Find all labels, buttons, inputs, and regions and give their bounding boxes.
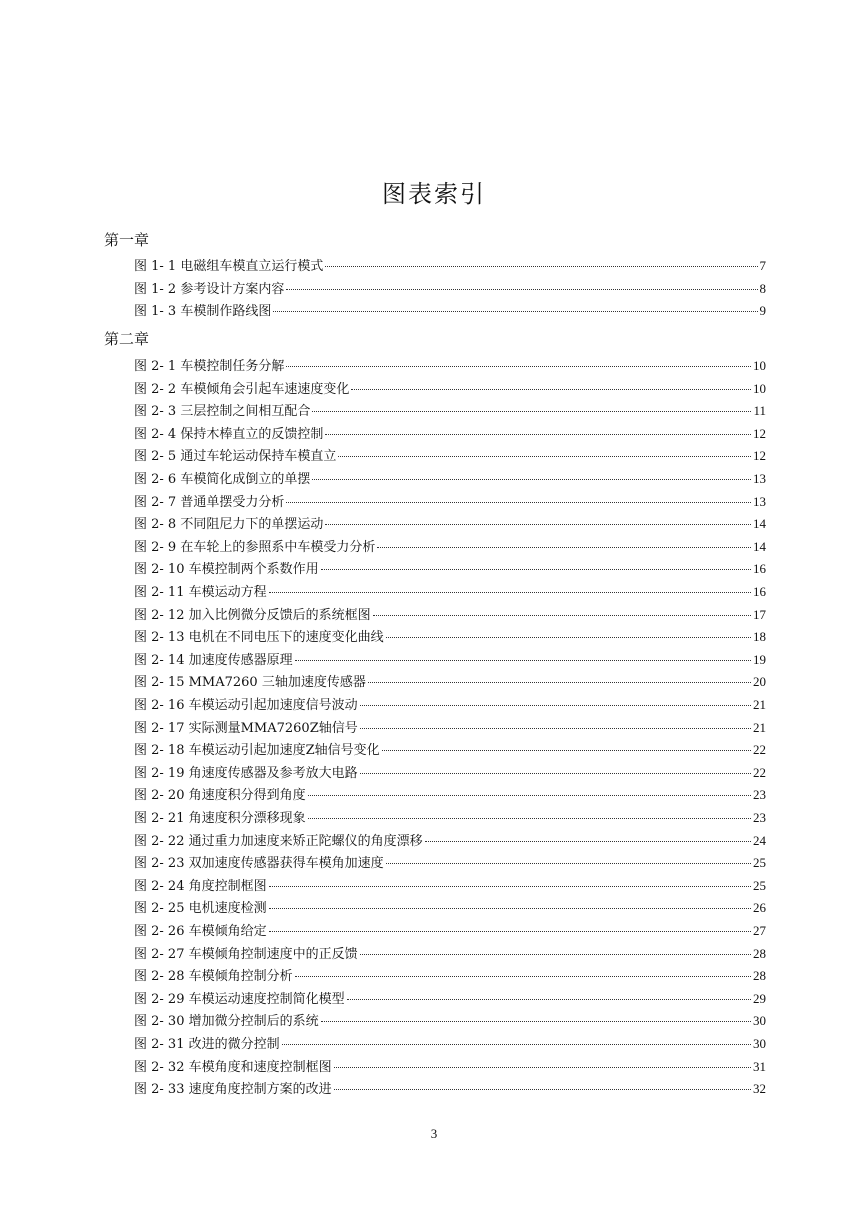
dot-leader xyxy=(308,794,751,796)
toc-entry-label: 图 2- 4 保持木棒直立的反馈控制 xyxy=(134,426,324,442)
toc-entry-label: 图 2- 12 加入比例微分反馈后的系统框图 xyxy=(134,607,371,623)
dot-leader xyxy=(386,862,751,864)
dot-leader xyxy=(321,1020,751,1022)
toc-entry-page: 21 xyxy=(753,719,766,735)
dot-leader xyxy=(338,455,751,457)
dot-leader xyxy=(308,817,751,819)
toc-entry[interactable] xyxy=(134,784,766,806)
dot-leader xyxy=(325,523,751,525)
toc-entry[interactable] xyxy=(134,943,766,965)
dot-leader xyxy=(334,1088,751,1090)
toc-entry-page: 16 xyxy=(753,561,766,577)
toc-entry-page: 17 xyxy=(753,606,766,622)
toc-entry-page: 22 xyxy=(753,764,766,780)
toc-entry-page: 24 xyxy=(753,832,766,848)
dot-leader xyxy=(334,1066,751,1068)
toc-entry[interactable] xyxy=(134,400,766,422)
dot-leader xyxy=(269,930,751,932)
toc-entry[interactable] xyxy=(134,897,766,919)
dot-leader xyxy=(286,288,757,290)
toc-entry-page: 13 xyxy=(753,493,766,509)
toc-entry-page: 16 xyxy=(753,584,766,599)
dot-leader xyxy=(425,840,751,842)
dot-leader xyxy=(273,310,757,312)
toc-entry-label: 图 2- 24 角度控制框图 xyxy=(134,878,267,894)
toc-entry[interactable] xyxy=(134,423,766,445)
dot-leader xyxy=(321,568,751,570)
toc-entry[interactable] xyxy=(134,491,766,513)
toc-entry-page: 30 xyxy=(753,1036,766,1051)
dot-leader xyxy=(269,885,751,887)
toc-entry[interactable] xyxy=(134,762,766,784)
toc-entry[interactable] xyxy=(134,671,766,693)
toc-entry-page: 29 xyxy=(753,990,766,1006)
toc-entry-page: 23 xyxy=(753,787,766,803)
toc-entry[interactable] xyxy=(134,694,766,716)
chapter-heading: 第二章 xyxy=(104,330,150,348)
toc-entry[interactable] xyxy=(134,739,766,761)
dot-leader xyxy=(282,1043,751,1045)
toc-entry[interactable] xyxy=(134,988,766,1010)
toc-entry-page: 14 xyxy=(753,516,766,532)
toc-entry[interactable] xyxy=(134,378,766,400)
toc-entry[interactable] xyxy=(134,468,766,490)
toc-entry[interactable] xyxy=(134,626,766,648)
toc-entry-label: 图 1- 2 参考设计方案内容 xyxy=(134,281,285,297)
toc-entry-label: 图 1- 3 车模制作路线图 xyxy=(134,304,272,320)
toc-entry-page: 12 xyxy=(753,425,766,441)
toc-entry-page: 10 xyxy=(753,358,766,373)
toc-entry[interactable] xyxy=(134,965,766,987)
dot-leader xyxy=(360,953,751,955)
toc-entry[interactable] xyxy=(134,875,766,897)
toc-entry[interactable] xyxy=(134,1056,766,1078)
chapter-heading: 第一章 xyxy=(104,231,150,249)
toc-entry-label: 图 2- 18 车模运动引起加速度Z轴信号变化 xyxy=(134,743,380,759)
toc-entry-page: 23 xyxy=(753,810,766,825)
toc-entry-label: 图 2- 29 车模运动速度控制简化模型 xyxy=(134,991,345,1007)
toc-entry-label: 图 2- 9 在车轮上的参照系中车模受力分析 xyxy=(134,539,376,555)
toc-entry-label: 图 2- 13 电机在不同电压下的速度变化曲线 xyxy=(134,630,384,646)
toc-entry[interactable] xyxy=(134,300,766,322)
toc-entry[interactable] xyxy=(134,1033,766,1055)
toc-entry-label: 图 2- 7 普通单摆受力分析 xyxy=(134,494,285,510)
dot-leader xyxy=(312,410,751,412)
toc-entry-label: 图 2- 11 车模运动方程 xyxy=(134,585,267,600)
toc-entry-label: 图 2- 10 车模控制两个系数作用 xyxy=(134,562,319,578)
toc-entry[interactable] xyxy=(134,536,766,558)
toc-entry[interactable] xyxy=(134,278,766,300)
toc-entry-label: 图 2- 2 车模倾角会引起车速速度变化 xyxy=(134,381,350,397)
toc-entry-label: 图 2- 21 角速度积分漂移现象 xyxy=(134,811,306,826)
toc-entry[interactable] xyxy=(134,581,766,603)
toc-entry-label: 图 2- 32 车模角度和速度控制框图 xyxy=(134,1059,332,1075)
toc-entry[interactable] xyxy=(134,558,766,580)
toc-entry-label: 图 2- 30 增加微分控制后的系统 xyxy=(134,1014,319,1030)
toc-entry-label: 图 2- 27 车模倾角控制速度中的正反馈 xyxy=(134,946,358,962)
toc-entry-page: 28 xyxy=(753,968,766,984)
toc-entry-page: 31 xyxy=(753,1058,766,1074)
toc-entry-page: 22 xyxy=(753,742,766,758)
toc-entry[interactable] xyxy=(134,1010,766,1032)
toc-entry-label: 图 2- 33 速度角度控制方案的改进 xyxy=(134,1082,332,1098)
toc-entry-page: 32 xyxy=(753,1081,766,1097)
toc-entry-label: 图 2- 23 双加速度传感器获得车模角加速度 xyxy=(134,856,384,872)
dot-leader xyxy=(325,265,757,267)
toc-entry-label: 图 2- 22 通过重力加速度来矫正陀螺仪的角度漂移 xyxy=(134,833,423,849)
page-number: 3 xyxy=(430,1126,438,1141)
toc-entry[interactable] xyxy=(134,255,766,277)
dot-leader xyxy=(360,727,751,729)
dot-leader xyxy=(295,659,751,661)
toc-entry-page: 10 xyxy=(753,380,766,396)
dot-leader xyxy=(386,636,751,638)
toc-entry-page: 14 xyxy=(753,538,766,554)
toc-entry-label: 图 2- 26 车模倾角给定 xyxy=(134,924,267,939)
toc-entry-label: 图 2- 1 车模控制任务分解 xyxy=(134,359,285,374)
toc-entry[interactable] xyxy=(134,852,766,874)
toc-entry-page: 20 xyxy=(753,674,766,690)
toc-entry-label: 图 2- 5 通过车轮运动保持车模直立 xyxy=(134,449,337,465)
toc-entry-label: 图 2- 17 实际测量MMA7260Z轴信号 xyxy=(134,720,358,736)
toc-entry[interactable] xyxy=(134,445,766,467)
dot-leader xyxy=(347,998,751,1000)
toc-entry[interactable] xyxy=(134,355,766,377)
toc-entry-page: 25 xyxy=(753,855,766,871)
toc-entry-page: 28 xyxy=(753,945,766,961)
dot-leader xyxy=(269,907,751,909)
dot-leader xyxy=(325,433,751,435)
toc-entry[interactable] xyxy=(134,717,766,739)
toc-entry-label: 图 2- 8 不同阻尼力下的单摆运动 xyxy=(134,517,324,533)
dot-leader xyxy=(312,478,751,480)
dot-leader xyxy=(351,388,751,390)
toc-entry[interactable] xyxy=(134,807,766,829)
dot-leader xyxy=(295,975,751,977)
toc-entry[interactable] xyxy=(134,1078,766,1100)
dot-leader xyxy=(360,772,751,774)
toc-entry-label: 图 2- 14 加速度传感器原理 xyxy=(134,652,293,668)
toc-entry[interactable] xyxy=(134,830,766,852)
toc-entry-label: 图 2- 6 车模简化成倒立的单摆 xyxy=(134,472,311,487)
toc-entry-label: 图 1- 1 电磁组车模直立运行模式 xyxy=(134,259,324,274)
toc-entry-label: 图 2- 31 改进的微分控制 xyxy=(134,1037,280,1052)
toc-entry-page: 18 xyxy=(753,629,766,645)
page-title: 图表索引 xyxy=(382,180,486,208)
toc-entry-label: 图 2- 19 角速度传感器及参考放大电路 xyxy=(134,765,358,781)
toc-entry-label: 图 2- 3 三层控制之间相互配合 xyxy=(134,404,311,420)
toc-entry-label: 图 2- 25 电机速度检测 xyxy=(134,901,267,917)
toc-entry-page: 12 xyxy=(753,448,766,464)
dot-leader xyxy=(286,365,751,367)
dot-leader xyxy=(382,749,751,751)
dot-leader xyxy=(360,704,751,706)
toc-entry-label: 图 2- 16 车模运动引起加速度信号波动 xyxy=(134,698,358,713)
toc-entry[interactable] xyxy=(134,604,766,626)
toc-entry-page: 25 xyxy=(753,877,766,893)
dot-leader xyxy=(286,501,751,503)
toc-entry-page: 8 xyxy=(759,280,766,296)
toc-entry[interactable] xyxy=(134,649,766,671)
toc-entry-page: 9 xyxy=(759,303,766,319)
dot-leader xyxy=(373,614,751,616)
toc-entry-page: 21 xyxy=(753,697,766,712)
toc-entry-label: 图 2- 28 车模倾角控制分析 xyxy=(134,969,293,985)
toc-entry-page: 30 xyxy=(753,1013,766,1029)
toc-entry-label: 图 2- 20 角速度积分得到角度 xyxy=(134,788,306,804)
toc-entry-page: 27 xyxy=(753,923,766,938)
toc-entry-page: 11 xyxy=(753,403,766,419)
toc-entry[interactable] xyxy=(134,920,766,942)
dot-leader xyxy=(269,591,751,593)
dot-leader xyxy=(377,546,751,548)
toc-entry-page: 13 xyxy=(753,471,766,486)
dot-leader xyxy=(368,681,751,683)
toc-entry[interactable] xyxy=(134,513,766,535)
toc-entry-page: 26 xyxy=(753,900,766,916)
toc-entry-label: 图 2- 15 MMA7260 三轴加速度传感器 xyxy=(134,675,366,691)
toc-entry-page: 7 xyxy=(759,258,766,273)
toc-entry-page: 19 xyxy=(753,651,766,667)
